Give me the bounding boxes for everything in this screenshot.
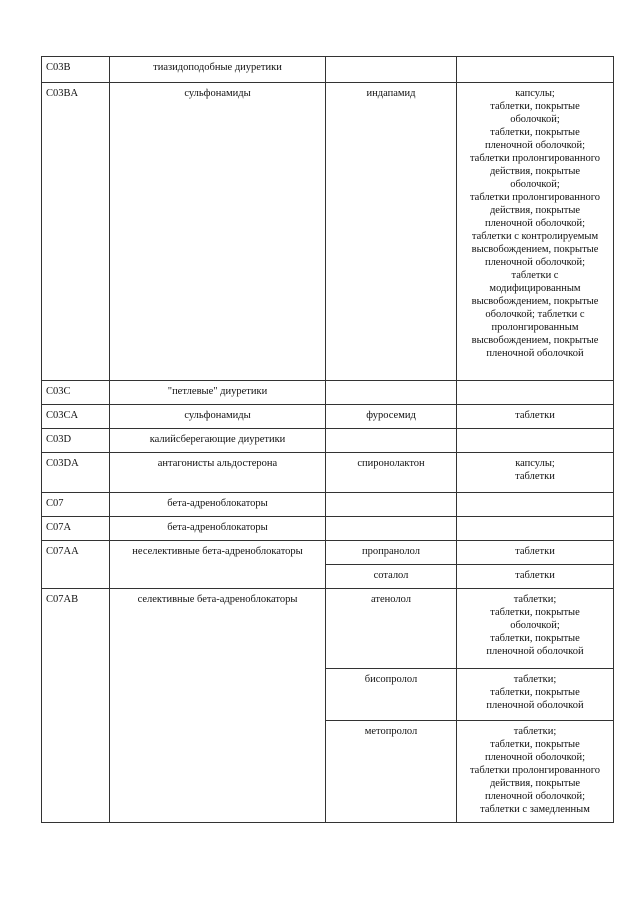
atc-group: селективные бета-адреноблокаторы <box>110 589 326 823</box>
dosage-form-line: оболочкой; таблетки с <box>485 309 585 320</box>
drug-name <box>326 517 457 541</box>
atc-code: C03C <box>42 381 110 405</box>
dosage-form-line: таблетки с контролируемым <box>471 231 599 242</box>
dosage-form-line: таблетки, покрытые <box>490 739 580 750</box>
dosage-form-line: высвобождением, покрытые <box>471 244 599 255</box>
table-row <box>42 429 614 453</box>
atc-code: C03BA <box>42 83 110 381</box>
dosage-form-line: пленочной оболочкой; <box>484 257 586 268</box>
atc-group: "петлевые" диуретики <box>110 381 326 405</box>
dosage-form-line: таблетки, покрытые <box>490 633 580 644</box>
dosage-form <box>457 669 614 721</box>
atc-code: C03DA <box>42 453 110 493</box>
dosage-form <box>457 429 614 453</box>
drug-name: бисопролол <box>326 669 457 721</box>
dosage-form-line: таблетки; <box>513 594 557 605</box>
dosage-form <box>457 83 614 381</box>
dosage-form-line: таблетки; <box>513 674 557 685</box>
dosage-form <box>457 453 614 493</box>
dosage-form-line: оболочкой; <box>510 620 560 631</box>
drug-name: спиронолактон <box>326 453 457 493</box>
atc-group: сульфонамиды <box>110 83 326 381</box>
table-row <box>42 493 614 517</box>
dosage-form-line: капсулы; <box>515 458 555 469</box>
dosage-form-line: пленочной оболочкой <box>486 646 584 657</box>
dosage-form-line: таблетки пролонгированного <box>469 153 601 164</box>
drug-name: соталол <box>326 565 457 589</box>
table-row <box>42 57 614 83</box>
dosage-form-line: таблетки с замедленным <box>480 804 590 815</box>
drug-name <box>326 429 457 453</box>
dosage-form-line: таблетки, покрытые <box>490 127 580 138</box>
atc-group: бета-адреноблокаторы <box>110 517 326 541</box>
table-row <box>42 589 614 669</box>
dosage-form-line: оболочкой; <box>510 179 560 190</box>
drug-name: атенолол <box>326 589 457 669</box>
dosage-form-line: пленочной оболочкой; <box>484 218 586 229</box>
atc-code: C07 <box>42 493 110 517</box>
dosage-form <box>457 381 614 405</box>
atc-code: C03CA <box>42 405 110 429</box>
dosage-form-line: таблетки, покрытые <box>490 687 580 698</box>
dosage-form <box>457 721 614 823</box>
dosage-form-line: таблетки пролонгированного <box>469 765 601 776</box>
dosage-form-line: пленочной оболочкой <box>486 700 584 711</box>
dosage-form <box>457 57 614 83</box>
dosage-form-line: действия, покрытые <box>489 778 581 789</box>
dosage-form-line: пленочной оболочкой; <box>484 752 586 763</box>
atc-code: C03D <box>42 429 110 453</box>
table-row <box>42 83 614 381</box>
atc-code: C07A <box>42 517 110 541</box>
dosage-form-line: действия, покрытые <box>489 166 581 177</box>
dosage-form-line: пролонгированным <box>491 322 579 333</box>
dosage-form-line: пленочной оболочкой; <box>484 791 586 802</box>
atc-code: C07AB <box>42 589 110 823</box>
drug-name: индапамид <box>326 83 457 381</box>
dosage-form-line: таблетки; <box>513 726 557 737</box>
drug-table <box>41 56 614 823</box>
drug-name <box>326 381 457 405</box>
dosage-form-line: таблетки <box>515 471 555 482</box>
dosage-form <box>457 517 614 541</box>
atc-group: бета-адреноблокаторы <box>110 493 326 517</box>
table-row <box>42 517 614 541</box>
dosage-form-line: таблетки с <box>511 270 559 281</box>
dosage-form <box>457 493 614 517</box>
dosage-form-line: оболочкой; <box>510 114 560 125</box>
table-row <box>42 381 614 405</box>
drug-name: метопролол <box>326 721 457 823</box>
dosage-form-line: таблетки <box>515 410 555 421</box>
dosage-form-line: таблетки пролонгированного <box>469 192 601 203</box>
atc-group: сульфонамиды <box>110 405 326 429</box>
dosage-form-line: высвобождением, покрытые <box>471 296 599 307</box>
dosage-form-line: таблетки <box>515 546 555 557</box>
drug-name <box>326 493 457 517</box>
dosage-form-line: таблетки <box>515 570 555 581</box>
dosage-form-line: модифицированным <box>489 283 581 294</box>
dosage-form-line: пленочной оболочкой <box>486 348 584 359</box>
drug-name: пропранолол <box>326 541 457 565</box>
table-row <box>42 541 614 565</box>
dosage-form <box>457 541 614 565</box>
drug-name <box>326 57 457 83</box>
dosage-form <box>457 565 614 589</box>
atc-group: неселективные бета-адреноблокаторы <box>110 541 326 589</box>
table-row <box>42 453 614 493</box>
atc-group: калийсберегающие диуретики <box>110 429 326 453</box>
dosage-form-line: таблетки, покрытые <box>490 607 580 618</box>
dosage-form <box>457 405 614 429</box>
dosage-form <box>457 589 614 669</box>
atc-group: тиазидоподобные диуретики <box>110 57 326 83</box>
dosage-form-line: высвобождением, покрытые <box>471 335 599 346</box>
dosage-form-line: капсулы; <box>515 88 555 99</box>
dosage-form-line: таблетки, покрытые <box>490 101 580 112</box>
dosage-form-line: пленочной оболочкой; <box>484 140 586 151</box>
dosage-form-line: действия, покрытые <box>489 205 581 216</box>
atc-group: антагонисты альдостерона <box>110 453 326 493</box>
atc-code: C07AA <box>42 541 110 589</box>
table-row <box>42 405 614 429</box>
atc-code: C03B <box>42 57 110 83</box>
drug-name: фуросемид <box>326 405 457 429</box>
